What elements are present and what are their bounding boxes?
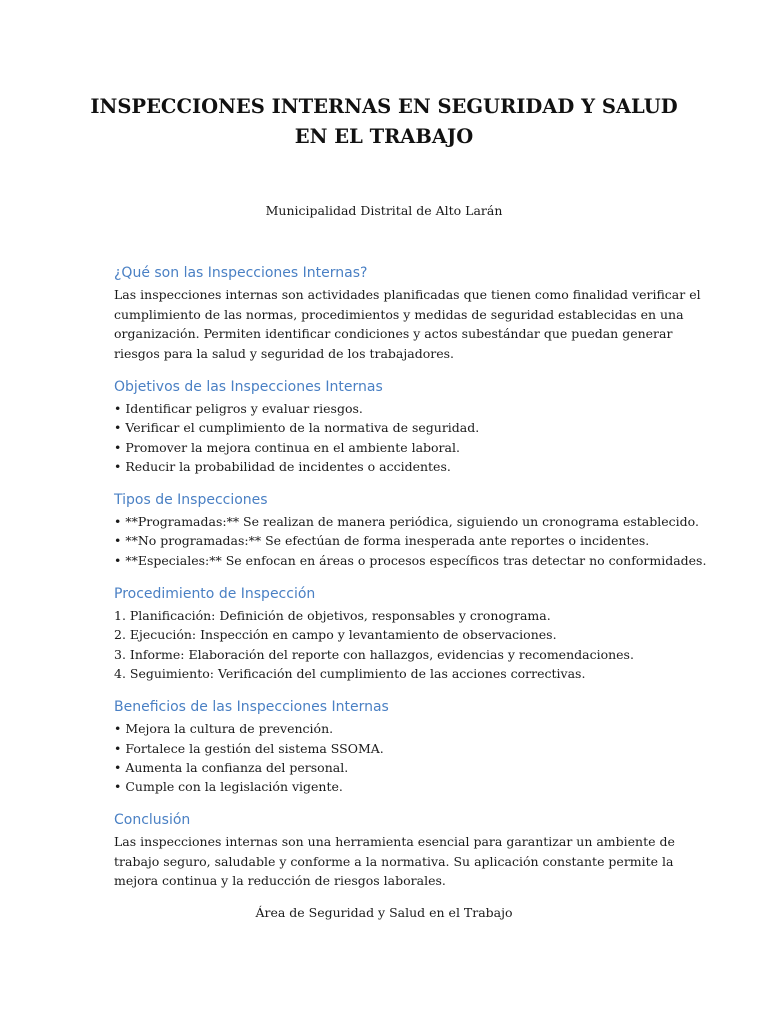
section-heading: Objetivos de las Inspecciones Internas	[114, 379, 383, 395]
paragraph	[114, 285, 701, 363]
section-heading: Procedimiento de Inspección	[114, 586, 316, 603]
section-tipos	[114, 490, 707, 570]
section-heading: Conclusión	[114, 812, 191, 829]
list-item: • Verificar el cumplimiento de la normativa de seguridad.	[114, 420, 480, 436]
list-item: • Mejora la cultura de prevención.	[114, 721, 334, 737]
document-title	[60, 92, 708, 152]
document-subtitle: Municipalidad Distrital de Alto Larán	[265, 203, 503, 218]
list-item: 2. Ejecución: Inspección en campo y levantamiento de observaciones.	[114, 627, 557, 643]
section-procedimiento	[114, 584, 674, 683]
numbered-list	[114, 606, 674, 683]
paragraph-line: riesgos para la salud y seguridad de los trabajadores.	[114, 345, 454, 361]
document-footer: Área de Seguridad y Salud en el Trabajo	[255, 905, 513, 920]
title-line-1: INSPECCIONES INTERNAS EN SEGURIDAD Y SALUD	[90, 95, 678, 118]
list-item: 4. Seguimiento: Verificación del cumplimiento de las acciones correctivas.	[114, 665, 586, 681]
list-item: • **Programadas:** Se realizan de manera periódica, siguiendo un cronograma establecido.	[114, 514, 699, 530]
paragraph-line: Las inspecciones internas son una herramienta esencial para garantizar un ambiente de	[114, 834, 675, 850]
bullet-list	[114, 512, 707, 570]
list-item: • Reducir la probabilidad de incidentes o accidentes.	[114, 458, 451, 474]
bullet-list	[114, 399, 674, 476]
section-objetivos	[114, 377, 674, 476]
section-heading: Beneficios de las Inspecciones Internas	[114, 699, 389, 716]
paragraph-line: trabajo seguro, saludable y conforme a la normativa. Su aplicación constante permite la	[114, 853, 674, 869]
list-item: 1. Planificación: Definición de objetivos, responsables y cronograma.	[114, 608, 551, 624]
section-beneficios	[114, 697, 674, 796]
paragraph	[114, 832, 674, 891]
list-item: • Aumenta la confianza del personal.	[114, 759, 349, 775]
section-heading: Tipos de Inspecciones	[114, 492, 268, 509]
list-item: • **Especiales:** Se enfocan en áreas o procesos específicos tras detectar no conformidades.	[114, 552, 707, 568]
section-que-son	[114, 263, 701, 363]
section-conclusion	[114, 810, 674, 891]
paragraph-line: mejora continua y la reducción de riesgos laborales.	[114, 873, 446, 889]
list-item: • **No programadas:** Se efectúan de forma inesperada ante reportes o incidentes.	[114, 533, 650, 549]
paragraph-line: organización. Permiten identificar condiciones y actos subestándar que puedan generar	[114, 326, 673, 341]
list-item: 3. Informe: Elaboración del reporte con hallazgos, evidencias y recomendaciones.	[114, 646, 634, 662]
paragraph-line: Las inspecciones internas son actividades planificadas que tienen como finalidad verificar el	[114, 287, 701, 302]
section-heading: ¿Qué son las Inspecciones Internas?	[114, 265, 368, 281]
document-body	[114, 263, 707, 905]
paragraph-line: cumplimiento de las normas, procedimientos y medidas de seguridad establecidas en una	[114, 306, 684, 322]
list-item: • Cumple con la legislación vigente.	[114, 779, 343, 795]
list-item: • Fortalece la gestión del sistema SSOMA.	[114, 740, 384, 756]
list-item: • Promover la mejora continua en el ambiente laboral.	[114, 439, 460, 455]
bullet-list	[114, 719, 674, 796]
title-line-2: EN EL TRABAJO	[294, 125, 474, 148]
list-item: • Identificar peligros y evaluar riesgos.	[114, 401, 363, 416]
